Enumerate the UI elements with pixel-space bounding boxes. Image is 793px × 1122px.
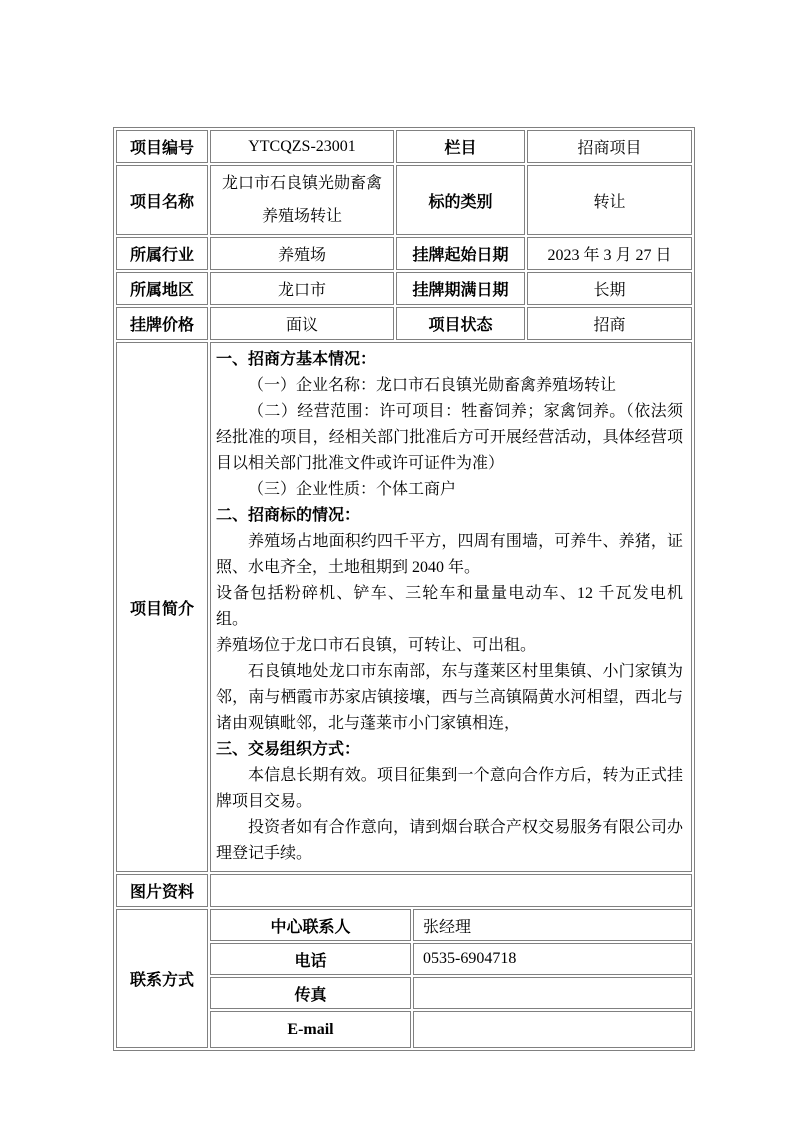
- field-label-listing-expiry-date: 挂牌期满日期: [396, 272, 525, 305]
- field-value-project-id: YTCQZS-23001: [210, 130, 394, 163]
- table-row: [116, 237, 692, 270]
- field-value-phone: 0535-6904718: [413, 943, 692, 975]
- field-label-project-status: 项目状态: [396, 307, 525, 340]
- field-label-listing-price: 挂牌价格: [116, 307, 208, 340]
- field-label-contact-method: 联系方式: [116, 909, 208, 1048]
- intro-paragraph: 一、招商方基本情况：: [216, 351, 377, 368]
- field-value-fax: [413, 977, 692, 1009]
- field-value-listing-start-date: 2023 年 3 月 27 日: [527, 237, 692, 270]
- intro-paragraph: 设备包括粉碎机、铲车、三轮车和量量电动车、12 千瓦发电机组。: [216, 585, 684, 628]
- field-label-project-id: 项目编号: [116, 130, 208, 163]
- table-row: [116, 342, 692, 872]
- field-value-contact-person: 张经理: [413, 909, 692, 941]
- field-label-project-intro: 项目简介: [116, 342, 208, 872]
- field-label-fax: 传真: [210, 977, 411, 1009]
- field-value-category: 招商项目: [527, 130, 692, 163]
- project-info-table: [113, 127, 695, 1051]
- field-value-project-name: [210, 165, 394, 235]
- intro-paragraph: （一）企业名称：龙口市石良镇光勋畜禽养殖场转让: [248, 377, 617, 394]
- field-label-email: E-mail: [210, 1011, 411, 1048]
- intro-paragraph: 石良镇地处龙口市东南部，东与蓬莱区村里集镇、小门家镇为邻，南与栖霞市苏家店镇接壤，西与兰高镇隔黄水河相望，西北与诸由观镇毗邻，北与蓬莱市小门家镇相连，: [216, 663, 684, 732]
- project-name-text: 龙口市石良镇光勋畜禽养殖场转让: [221, 175, 382, 225]
- project-intro-content: [210, 342, 692, 872]
- field-value-industry: 养殖场: [210, 237, 394, 270]
- field-label-phone: 电话: [210, 943, 411, 975]
- intro-paragraph: 养殖场占地面积约四千平方，四周有围墙，可养牛、养猪，证照、水电齐全，土地租期到 2040 年。: [216, 533, 684, 576]
- field-value-target-type: 转让: [527, 165, 692, 235]
- table-row: [116, 272, 692, 305]
- field-value-project-status: 招商: [527, 307, 692, 340]
- field-value-image-data: [210, 874, 692, 907]
- intro-paragraph: 本信息长期有效。项目征集到一个意向合作方后，转为正式挂牌项目交易。: [216, 767, 684, 810]
- table-row: [116, 130, 692, 163]
- field-label-category: 栏目: [396, 130, 525, 163]
- intro-paragraph: 养殖场位于龙口市石良镇，可转让、可出租。: [216, 637, 537, 654]
- field-label-project-name: 项目名称: [116, 165, 208, 235]
- intro-paragraph: 三、交易组织方式：: [216, 741, 361, 758]
- field-label-listing-start-date: 挂牌起始日期: [396, 237, 525, 270]
- field-label-target-type: 标的类别: [396, 165, 525, 235]
- field-label-contact-person: 中心联系人: [210, 909, 411, 941]
- field-label-region: 所属地区: [116, 272, 208, 305]
- table-row: [116, 874, 692, 907]
- intro-paragraph: 二、招商标的情况：: [216, 507, 361, 524]
- field-label-industry: 所属行业: [116, 237, 208, 270]
- intro-paragraph: （二）经营范围：许可项目：牲畜饲养；家禽饲养。（依法须经批准的项目，经相关部门批准后方可开展经营活动，具体经营项目以相关部门批准文件或许可证件为准）: [216, 403, 684, 472]
- field-value-listing-price: 面议: [210, 307, 394, 340]
- intro-paragraph: 投资者如有合作意向，请到烟台联合产权交易服务有限公司办理登记手续。: [216, 819, 684, 862]
- field-label-image-data: 图片资料: [116, 874, 208, 907]
- table-row: [116, 909, 692, 941]
- intro-paragraph: （三）企业性质：个体工商户: [248, 481, 457, 498]
- table-row: [116, 165, 692, 235]
- table-row: [116, 307, 692, 340]
- field-value-region: 龙口市: [210, 272, 394, 305]
- field-value-listing-expiry-date: 长期: [527, 272, 692, 305]
- field-value-email: [413, 1011, 692, 1048]
